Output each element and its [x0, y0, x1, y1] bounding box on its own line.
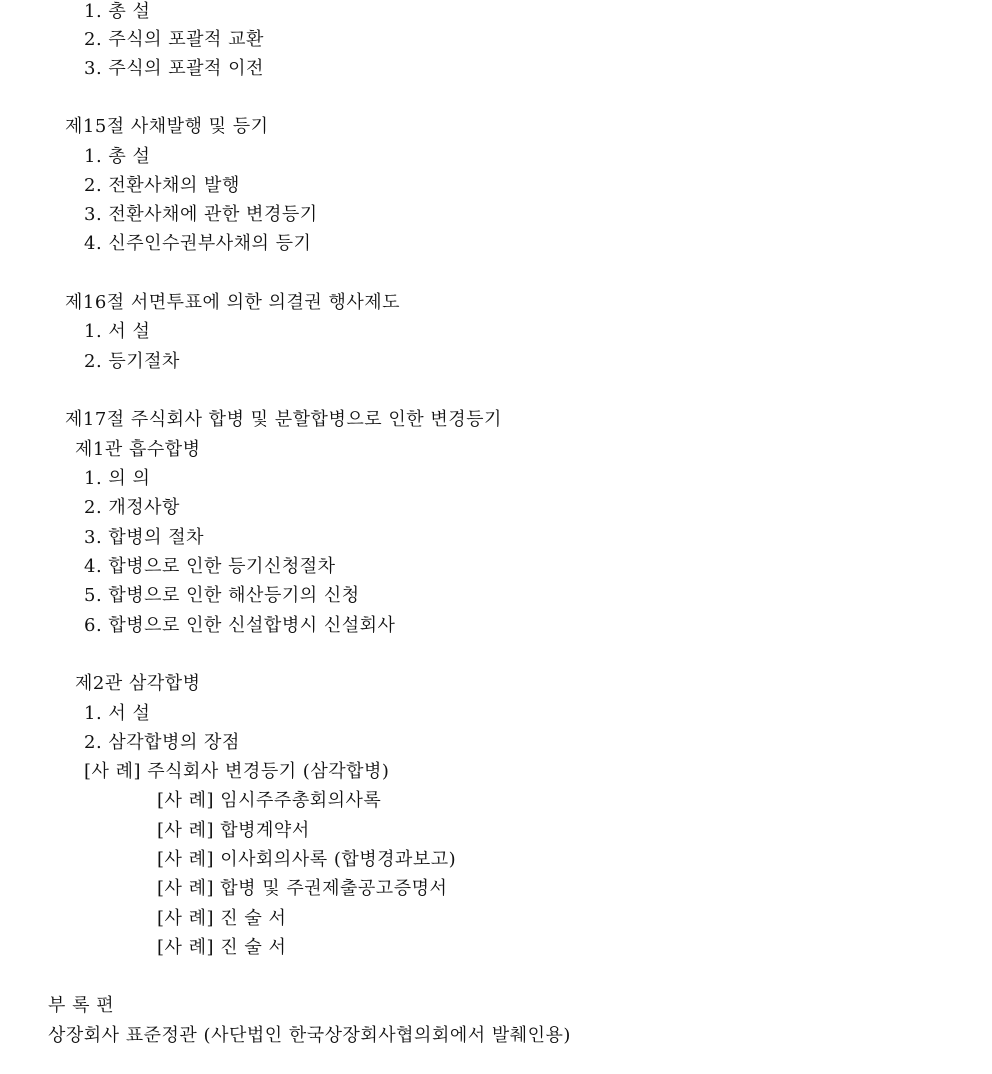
toc-appendix-standard-articles: 상장회사 표준정관 (사단법인 한국상장회사협의회에서 발췌인용): [48, 1025, 571, 1046]
toc-example-merger-agreement: [사 례] 합병계약서: [157, 820, 310, 841]
toc-section-15-heading: 제15절 사채발행 및 등기: [65, 116, 269, 137]
toc-example-board-minutes: [사 례] 이사회의사록 (합병경과보고): [157, 849, 457, 870]
toc-item-warrant-bond-registration: 4. 신주인수권부사채의 등기: [84, 233, 312, 254]
toc-item-merger-dissolution: 5. 합병으로 인한 해산등기의 신청: [84, 585, 360, 606]
toc-section-17-heading: 제17절 주식회사 합병 및 분할합병으로 인한 변경등기: [65, 409, 502, 430]
toc-item-merger-procedure: 3. 합병의 절차: [84, 527, 205, 548]
toc-section-16-heading: 제16절 서면투표에 의한 의결권 행사제도: [65, 292, 400, 313]
toc-subsection-2-heading: 제2관 삼각합병: [75, 673, 201, 694]
toc-appendix-heading: 부 록 편: [48, 995, 115, 1016]
toc-item-general: 1. 총 설: [84, 146, 151, 167]
toc-item-registration-procedure: 2. 등기절차: [84, 351, 180, 372]
toc-item-amendments: 2. 개정사항: [84, 497, 180, 518]
toc-example-public-notice: [사 례] 합병 및 주권제출공고증명서: [157, 878, 448, 899]
toc-item-introduction: 1. 서 설: [84, 321, 151, 342]
toc-example-statement: [사 례] 진 술 서: [157, 937, 287, 958]
toc-example-shareholders-minutes: [사 례] 임시주주총회의사록: [157, 790, 382, 811]
toc-subsection-1-heading: 제1관 흡수합병: [75, 439, 201, 460]
toc-item-new-company-merger: 6. 합병으로 인한 신설합병시 신설회사: [84, 615, 396, 636]
toc-item-share-transfer: 3. 주식의 포괄적 이전: [84, 58, 264, 79]
toc-item-meaning: 1. 의 의: [84, 468, 151, 489]
toc-item-introduction: 1. 서 설: [84, 703, 151, 724]
toc-item-merger-registration: 4. 합병으로 인한 등기신청절차: [84, 556, 336, 577]
toc-item-convertible-bond-change: 3. 전환사채에 관한 변경등기: [84, 204, 318, 225]
toc-example-change-registration: [사 례] 주식회사 변경등기 (삼각합병): [84, 761, 390, 782]
toc-item-convertible-bond-issue: 2. 전환사채의 발행: [84, 175, 240, 196]
toc-item-general: 1. 총 설: [84, 1, 151, 22]
toc-item-triangular-merger-merits: 2. 삼각합병의 장점: [84, 732, 240, 753]
toc-item-share-exchange: 2. 주식의 포괄적 교환: [84, 29, 264, 50]
toc-example-statement: [사 례] 진 술 서: [157, 908, 287, 929]
